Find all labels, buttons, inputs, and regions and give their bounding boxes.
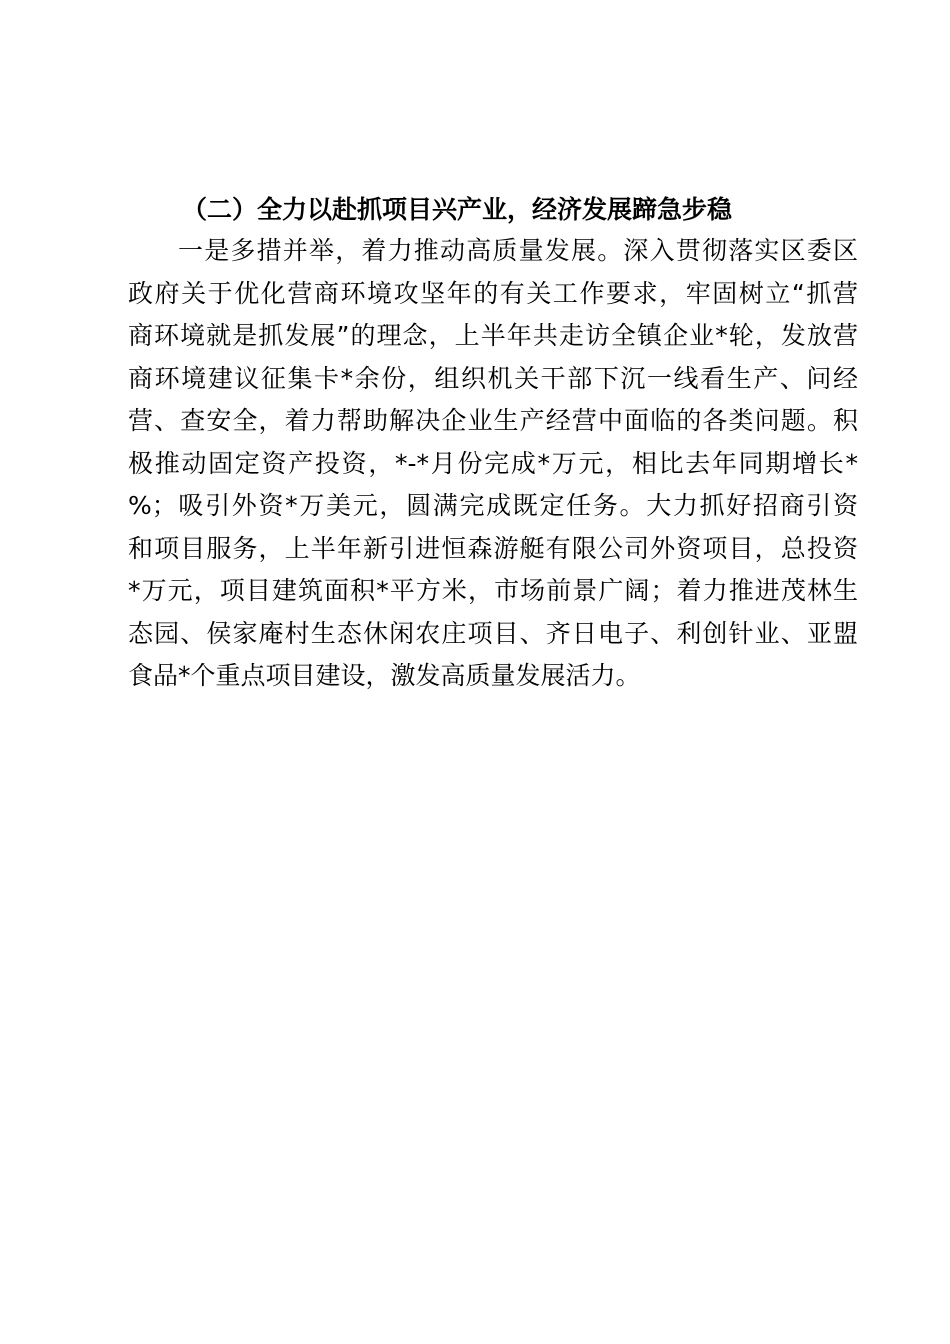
paragraph-line: 态园、侯家庵村生态休闲农庄项目、齐日电子、利创针业、亚盟 — [128, 618, 858, 648]
paragraph-line: 食品*个重点项目建设，激发高质量发展活力。 — [128, 661, 641, 690]
paragraph-line: 政府关于优化营商环境攻坚年的有关工作要求，牢固树立“抓营 — [128, 278, 858, 308]
paragraph-line: 和项目服务，上半年新引进恒森游艇有限公司外资项目，总投资 — [128, 533, 858, 563]
paragraph-line: 商环境建议征集卡*余份，组织机关干部下沉一线看生产、问经 — [128, 363, 858, 393]
document-body — [128, 190, 858, 698]
paragraph-line: 极推动固定资产投资，*-*月份完成*万元，相比去年同期增长* — [128, 448, 858, 478]
paragraph-line: *万元，项目建筑面积*平方米，市场前景广阔；着力推进茂林生 — [128, 576, 858, 605]
section-heading: （二）全力以赴抓项目兴产业，经济发展蹄急步稳 — [182, 195, 733, 224]
body-paragraph — [128, 230, 858, 698]
paragraph-line: 商环境就是抓发展”的理念，上半年共走访全镇企业*轮，发放营 — [128, 321, 858, 350]
paragraph-line: %；吸引外资*万美元，圆满完成既定任务。大力抓好招商引资 — [128, 491, 858, 520]
paragraph-line: 一是多措并举，着力推动高质量发展。深入贯彻落实区委区 — [178, 236, 858, 265]
paragraph-line: 营、查安全，着力帮助解决企业生产经营中面临的各类问题。积 — [128, 406, 858, 435]
